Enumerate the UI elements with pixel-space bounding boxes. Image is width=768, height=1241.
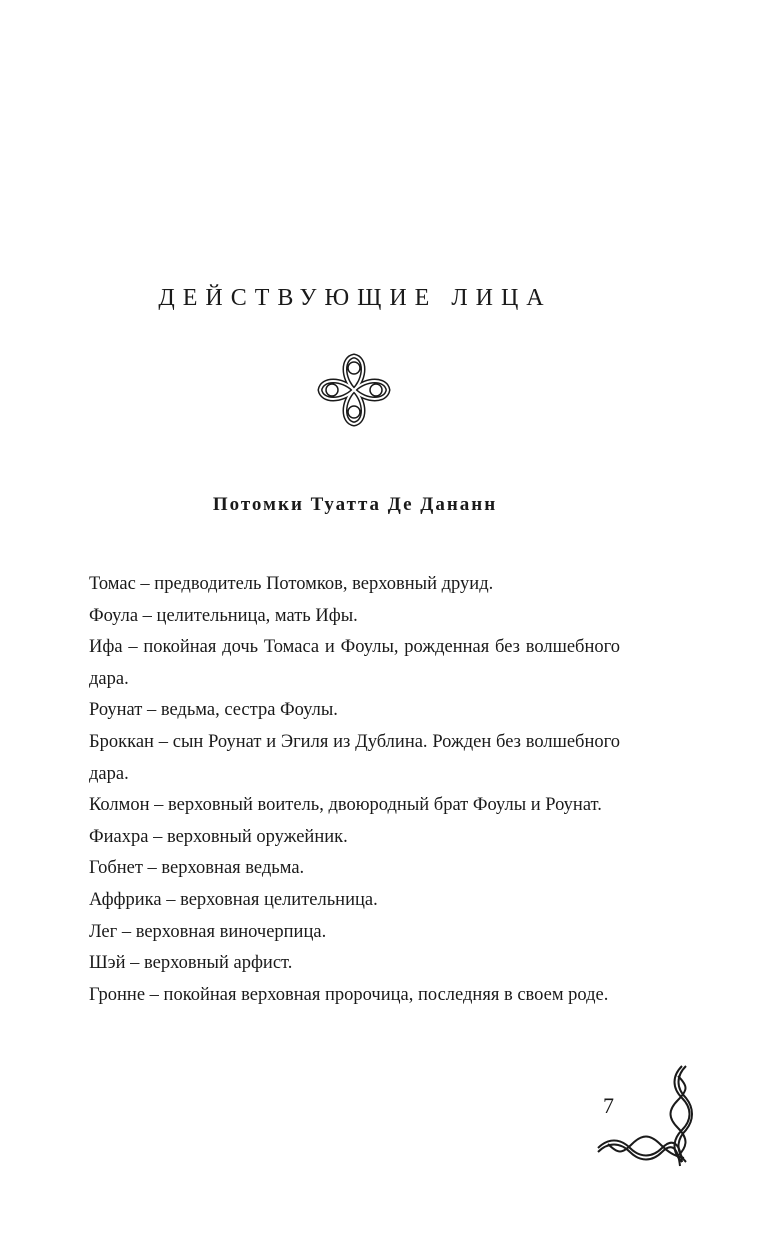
list-item: Шэй – верховный арфист. xyxy=(89,953,293,974)
list-item: Броккан – сын Роунат и Эгиля из Дублина. Рожден без волшебного дара. xyxy=(89,731,620,784)
chapter-title: ДЕЙСТВУЮЩИЕ ЛИЦА xyxy=(158,285,552,311)
character-list xyxy=(89,569,620,1011)
page-number: 7 xyxy=(603,1093,614,1118)
list-item: Ифа – покойная дочь Томаса и Фоулы, рожденная без волшебного дара. xyxy=(89,637,620,689)
list-item: Гронне – покойная верховная пророчица, последняя в своем роде. xyxy=(89,984,609,1005)
list-item: Аффрика – верховная целительница. xyxy=(89,889,378,910)
list-item: Фоула – целительница, мать Ифы. xyxy=(89,605,358,626)
list-item: Фиахра – верховный оружейник. xyxy=(89,826,348,847)
celtic-knot-icon xyxy=(312,350,396,430)
section-heading: Потомки Туатта Де Дананн xyxy=(212,494,498,515)
list-item: Лег – верховная виночерпица. xyxy=(89,921,327,942)
list-item: Гобнет – верховная ведьма. xyxy=(89,858,305,879)
list-item: Томас – предводитель Потомков, верховный друид. xyxy=(89,574,494,594)
list-item: Колмон – верховный воитель, двоюродный брат Фоулы и Роунат. xyxy=(89,795,602,816)
list-item: Роунат – ведьма, сестра Фоулы. xyxy=(89,700,338,721)
